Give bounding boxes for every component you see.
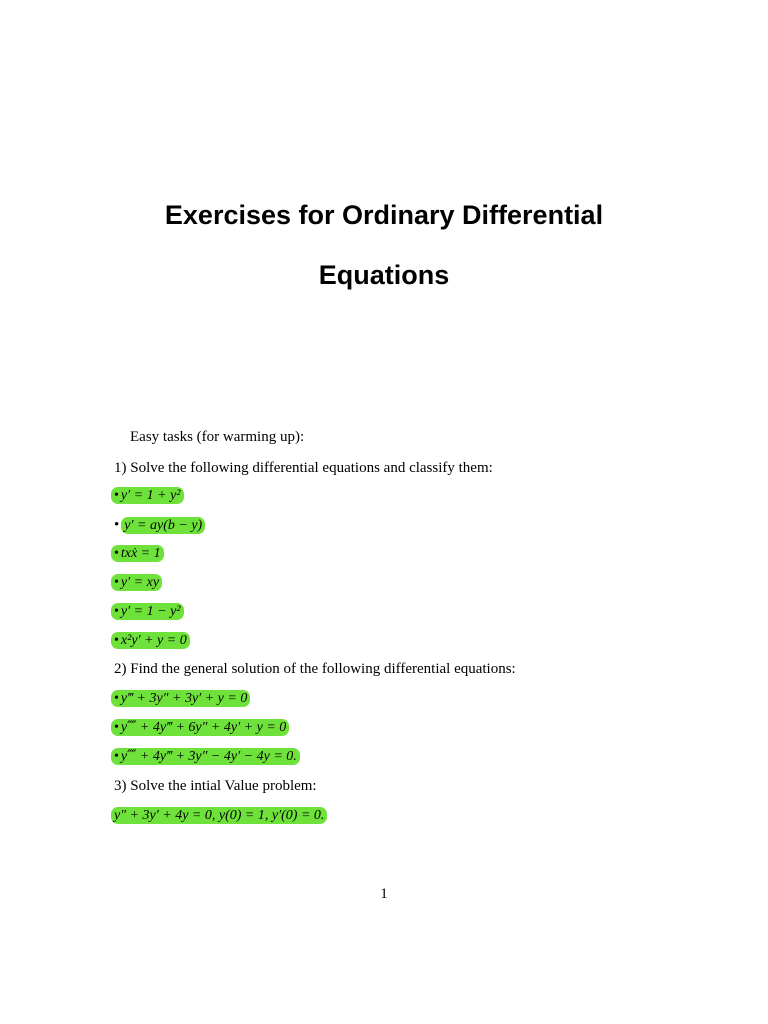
bullet: • [114,546,119,561]
equation-item [111,717,289,738]
equation-item [114,515,205,536]
equation-text: y′ = ay(b − y) [124,518,203,533]
bullet: • [114,749,119,764]
equation-text: y″ + 3y′ + 4y = 0, y(0) = 1, y′(0) = 0. [114,808,325,823]
equation-text: txẋ = 1 [120,546,161,561]
equation-text: y′ = 1 − y² [120,604,181,619]
section-1-heading: 1) Solve the following differential equations and classify them: [114,460,493,476]
equation-item [111,543,164,564]
equation-text: y′ = xy [120,575,160,590]
bullet: • [114,633,119,648]
equation-item [111,485,184,506]
equation-highlight [111,545,164,562]
equation-highlight [111,632,190,649]
intro-text: Easy tasks (for warming up): [130,429,305,445]
equation-highlight [111,603,184,620]
section-2-heading: 2) Find the general solution of the following differential equations: [114,661,516,677]
equation-item [111,688,250,709]
equation-item [111,746,300,767]
bullet: • [114,575,119,590]
document-title-line-2: Equations [318,260,450,290]
bullet: • [114,691,119,706]
equation-item [111,601,184,622]
equation-text: y⁗ + 4y‴ + 6y″ + 4y′ + y = 0 [120,720,287,735]
equation-highlight [111,690,250,707]
bullet: • [114,604,119,619]
equation-highlight [111,487,184,504]
equation-text: x²y′ + y = 0 [120,633,187,648]
equation-highlight [121,517,205,534]
equation-highlight [111,807,327,824]
equation-text: y⁗ + 4y‴ + 3y″ − 4y′ − 4y = 0. [120,749,297,764]
page-number: 1 [380,886,388,902]
bullet: • [114,488,119,503]
equation-item [111,572,162,593]
equation-item [111,805,327,826]
document-title-line-1: Exercises for Ordinary Differential [164,200,604,230]
equation-highlight [111,748,300,765]
equation-item [111,630,190,651]
equation-highlight [111,719,289,736]
equation-text: y′ = 1 + y² [120,488,181,503]
equation-highlight [111,574,162,591]
bullet: • [114,517,120,533]
bullet: • [114,720,119,735]
equation-text: y‴ + 3y″ + 3y′ + y = 0 [120,691,248,706]
section-3-heading: 3) Solve the intial Value problem: [114,778,317,794]
